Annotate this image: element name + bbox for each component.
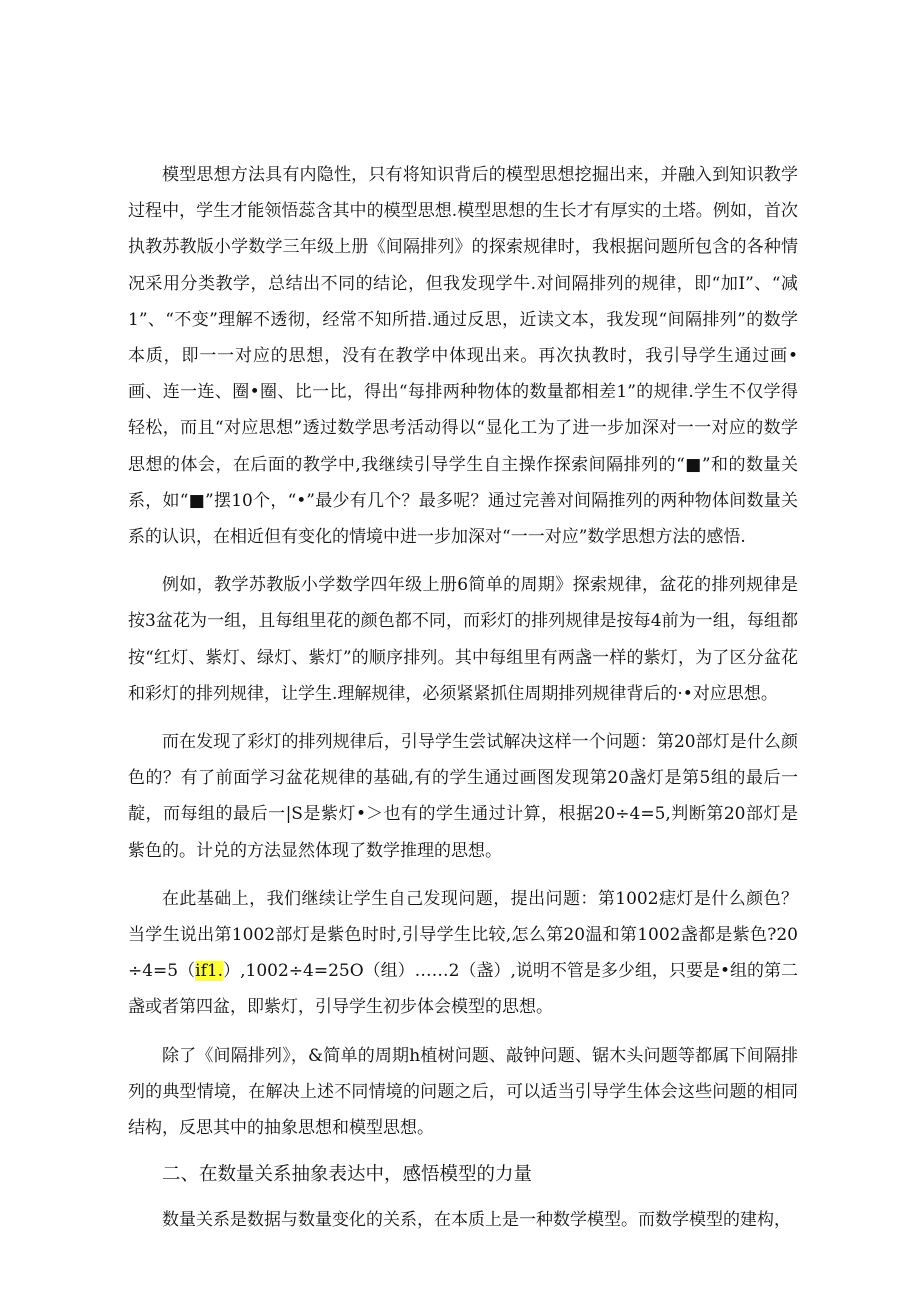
document-body	[128, 157, 798, 1250]
section-heading: 二、在数量关系抽象表达中，感悟模型的力量	[162, 1164, 533, 1186]
paragraph-2: 例如，教学苏教版小学数学四年级上册6简单的周期》探索规律，盆花的排列规律是按3盆花为一组，且每组里花的颜色都不同，而彩灯的排列规律是按每4前为一组，每组都按“红灯、紫灯、绿灯、紫灯”的顺序排列。其中每组里有两盏一样的紫灯，为了区分盆花和彩灯的排列规律，让学生.理解规律，必须紧紧抓住周期排列规律背后的·•对应思想。	[128, 575, 798, 704]
paragraph-5: 除了《间隔排列》，&简单的周期h植树问题、敲钟问题、锯木头问题等都属下间隔排列的典型情境，在解决上述不同情境的问题之后，可以适当引导学生体会这些问题的相同结构，反思其中的抽象思想和模型思想。	[128, 1045, 798, 1139]
paragraph-3: 而在发现了彩灯的排列规律后，引导学生尝试解决这样一个问题：第20部灯是什么颜色的？有了前面学习盆花规律的基础,有的学生通过画图发现第20盏灯是第5组的最后一靛，而每组的最后一|S是紫灯•＞也有的学生通过计算，根据20÷4=5,判断第20部灯是紫色的。计兑的方法显然体现了数学推理的思想。	[128, 732, 798, 861]
paragraph-4	[128, 881, 798, 1026]
paragraph-4-text-a: 在此基础上，我们继续让学生自己发现问题，提出问题：第1002痣灯是什么颜色？当学生说出第1002部灯是紫色时时,引导学生比较,怎么第20温和第1002盏都是紫色?20÷4=5（	[128, 888, 798, 982]
paragraph-1: 模型思想方法具有内隐性，只有将知识背后的模型思想挖掘出来，并融入到知识教学过程中，学生才能领悟蕊含其中的模型思想.模型思想的生长才有厚实的土塔。例如，首次执教苏教版小学数学三年级上册《间隔排列》的探索规律时，我根据问题所包含的各种情况采用分类教学，总结出不同的结论，但我发现学牛.对间隔排列的规律，即“加I”、“减1”、“不变”理解不透彻，经常不知所措.通过反思，近读文本，我发现“间隔排列”的数学本质，即一一对应的思想，没有在教学中体现出来。再次执教时，我引导学生通过画•画、连一连、圈•圈、比一比，得出“每排两种物体的数量都相差1”的规律.学生不仅学得轻松，而且“对应思想”透过数学思考活动得以“显化工为了进一步加深对一一对应的数学思想的体会，在后面的教学中,我继续引导学生自主操作探索间隔排列的“■”和的数量关系，如“■”摆10个，“•”最少有几个？最多呢？通过完善对间隔推列的两种物体间数量关系的认识，在相近但有变化的情境中进一步加深对“一一对应”数学思想方法的感悟.	[128, 165, 798, 548]
paragraph-4-text-b: ）,1002÷4=25O（组）……2（盏）,说明不管是多少组，只要是•组的第二盏或者第四盆，即紫灯，引导学生初步体会模型的思想。	[128, 961, 798, 1018]
paragraph-6: 数量关系是数据与数量变化的关系，在本质上是一种数学模型。而数学模型的建构，	[162, 1210, 791, 1231]
highlighted-text: if1.	[195, 961, 224, 982]
